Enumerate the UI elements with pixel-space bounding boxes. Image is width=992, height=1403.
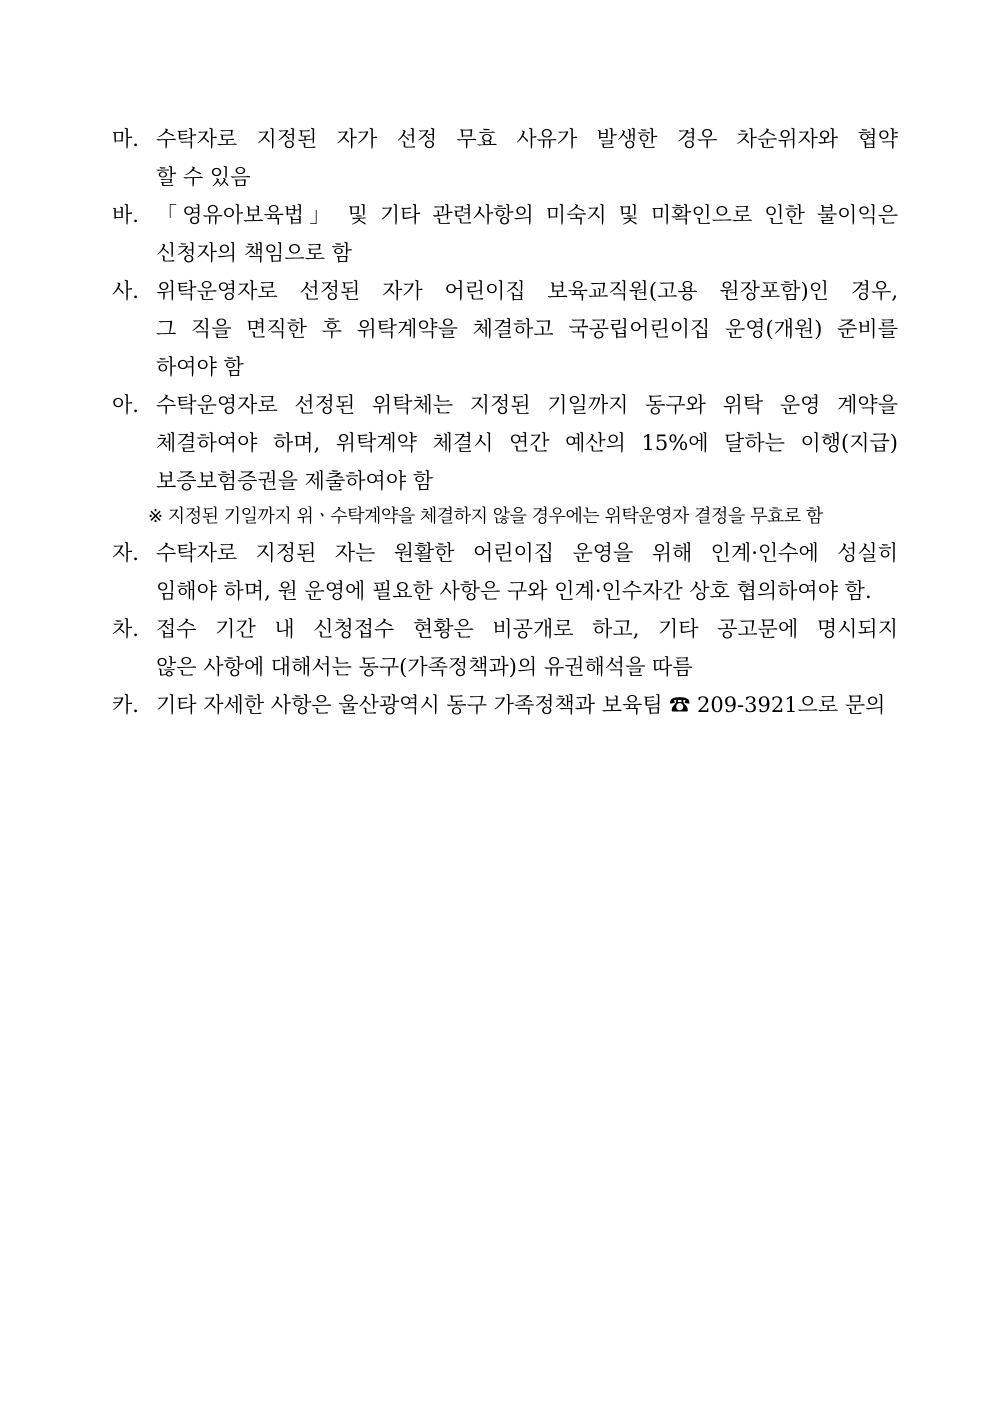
list-item-a: [112, 386, 898, 500]
item-text: [156, 534, 898, 610]
item-line: 수탁자로 지정된 자가 선정 무효 사유가 발생한 경우 차순위자와 협약: [156, 127, 898, 151]
item-line: 수탁운영자로 선정된 위탁체는 지정된 기일까지 동구와 위탁 운영 계약을: [156, 393, 898, 417]
item-text: [156, 120, 898, 196]
item-line: 하여야 함: [156, 355, 244, 379]
item-text: [156, 386, 898, 500]
item-marker: 아.: [112, 393, 139, 417]
item-line: 임해야 하며, 원 운영에 필요한 사항은 구와 인계·인수자간 상호 협의하여야 함.: [156, 579, 872, 603]
list-item-ja: [112, 534, 898, 610]
item-marker: 마.: [112, 127, 139, 151]
item-line: 수탁자로 지정된 자는 원활한 어린이집 운영을 위해 인계·인수에 성실히: [156, 541, 898, 565]
list-item-ba: [112, 196, 898, 272]
list-item-sa: [112, 272, 898, 386]
item-line: 보증보험증권을 제출하여야 함: [156, 469, 434, 493]
item-text: [156, 272, 898, 386]
item-marker: 자.: [112, 541, 139, 565]
item-line: 않은 사항에 대해서는 동구(가족정책과)의 유권해석을 따름: [156, 655, 693, 679]
item-line: 할 수 있음: [156, 165, 251, 189]
item-marker: 카.: [112, 693, 139, 717]
item-marker: 바.: [112, 203, 139, 227]
notice-list: [112, 120, 898, 724]
item-marker: 차.: [112, 617, 139, 641]
item-line: 「영유아보육법」 및 기타 관련사항의 미숙지 및 미확인으로 인한 불이익은: [156, 203, 898, 227]
item-line: 그 직을 면직한 후 위탁계약을 체결하고 국공립어린이집 운영(개원) 준비를: [156, 317, 898, 341]
item-line: 위탁운영자로 선정된 자가 어린이집 보육교직원(고용 원장포함)인 경우,: [156, 279, 898, 303]
item-marker: 사.: [112, 279, 139, 303]
item-text: [156, 686, 898, 724]
list-item-ma: [112, 120, 898, 196]
item-text: [156, 196, 898, 272]
list-item-ka: [112, 686, 898, 724]
list-item-cha: [112, 610, 898, 686]
contract-note: ※ 지정된 기일까지 위ㆍ수탁계약을 체결하지 않을 경우에는 위탁운영자 결정을 무효로 함: [148, 506, 823, 527]
item-line: 접수 기간 내 신청접수 현황은 비공개로 하고, 기타 공고문에 명시되지: [156, 617, 898, 641]
item-line: 체결하여야 하며, 위탁계약 체결시 연간 예산의 15%에 달하는 이행(지급): [156, 431, 898, 455]
item-line: 기타 자세한 사항은 울산광역시 동구 가족정책과 보육팀 ☎ 209-3921으로 문의: [156, 693, 886, 717]
item-line: 신청자의 책임으로 함: [156, 241, 352, 265]
item-text: [156, 610, 898, 686]
